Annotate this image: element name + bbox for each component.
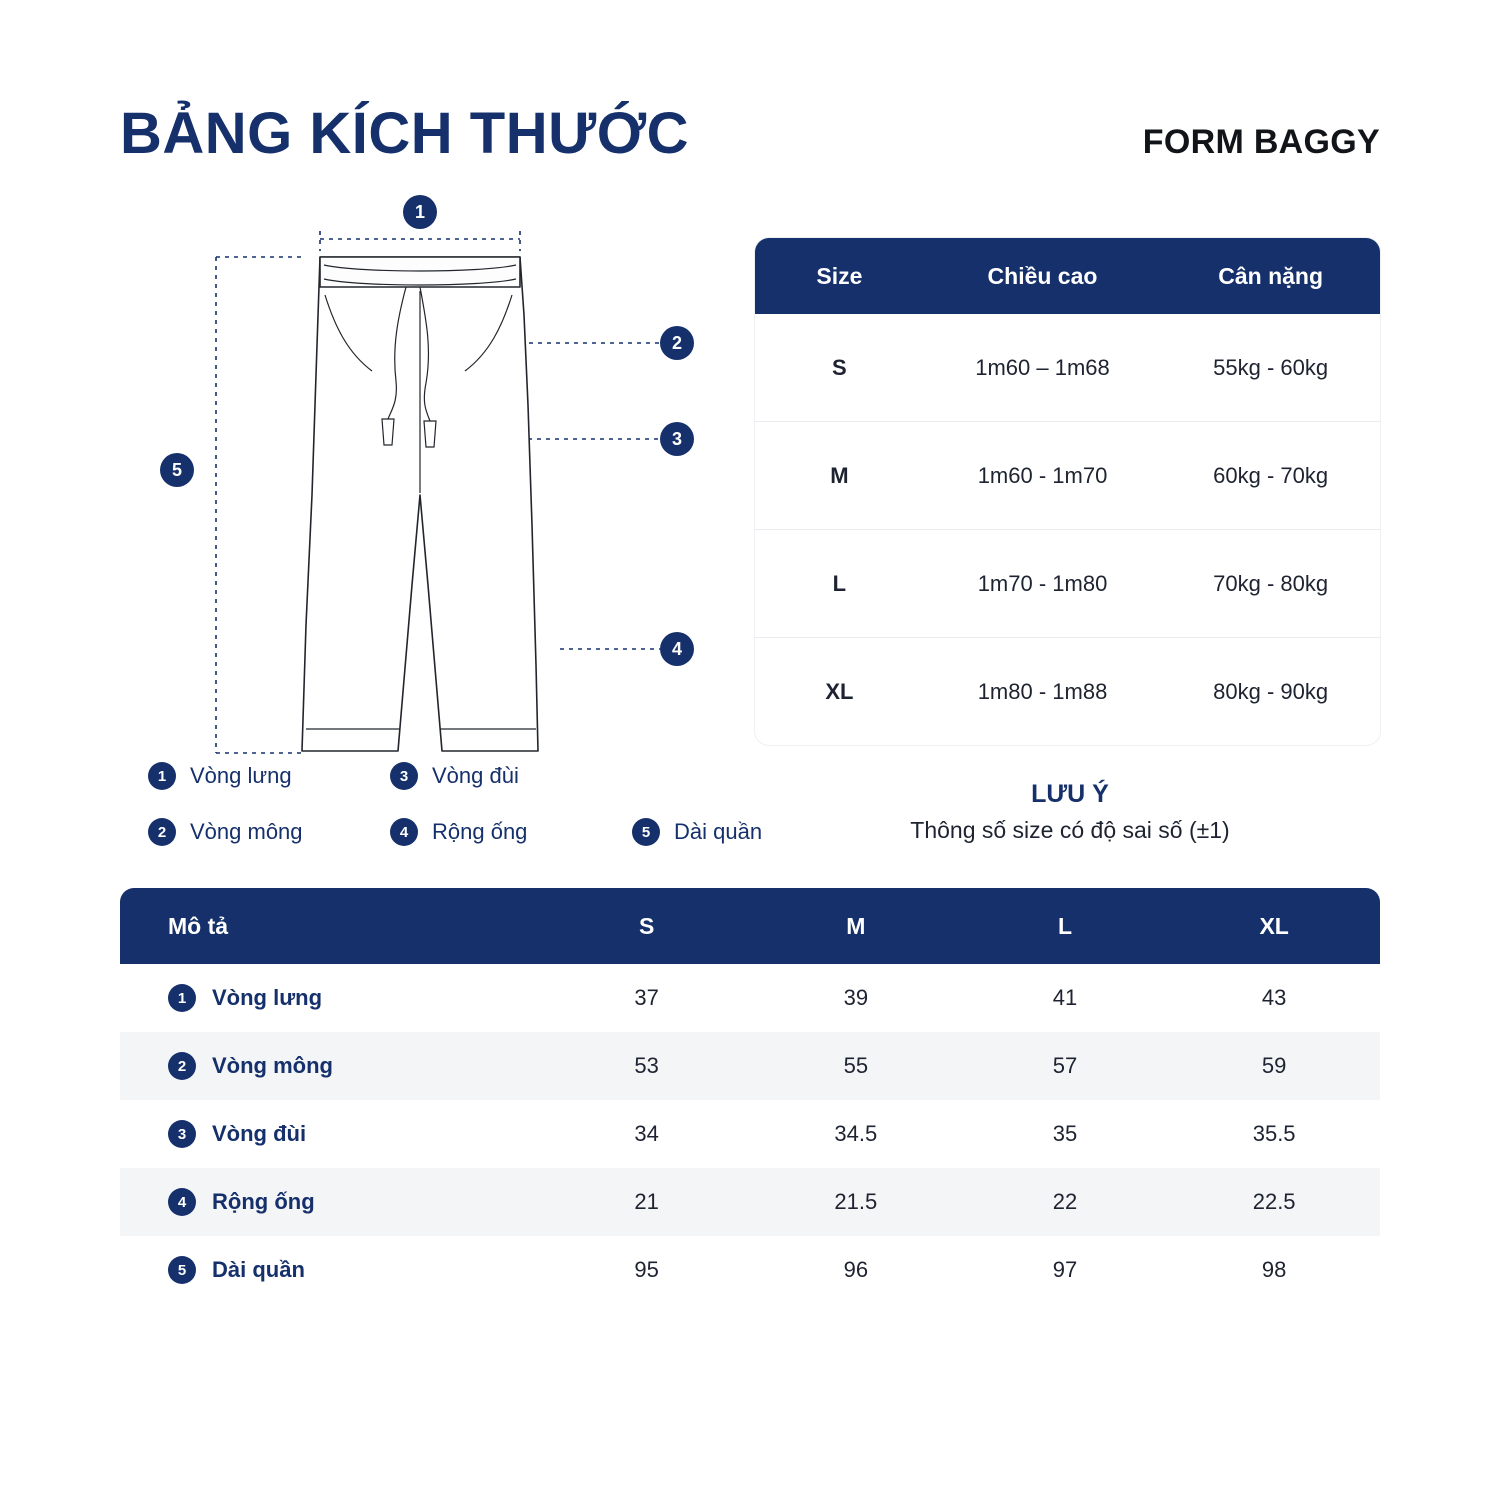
note-text: Thông số size có độ sai số (±1) — [910, 817, 1230, 843]
legend-badge-5: 5 — [632, 818, 660, 846]
value-m: 96 — [843, 1257, 869, 1282]
legend-badge-4: 4 — [390, 818, 418, 846]
measurements-header-l: L — [1057, 912, 1073, 939]
marker-2-label: 2 — [671, 333, 682, 353]
value-l: 41 — [1052, 985, 1078, 1010]
measurement-desc — [120, 1052, 542, 1080]
size-cell: S — [832, 354, 847, 380]
size-table-header-size: Size — [816, 262, 863, 289]
height-cell: 1m60 - 1m70 — [977, 462, 1108, 488]
weight-cell: 70kg - 80kg — [1213, 570, 1329, 596]
legend-item-4 — [390, 818, 527, 846]
measurement-label: Dài quần — [212, 1257, 305, 1282]
legend-badge-2: 2 — [148, 818, 176, 846]
measurement-label: Vòng lưng — [212, 985, 323, 1010]
value-l: 57 — [1052, 1053, 1078, 1078]
legend — [148, 762, 848, 872]
measurements-header-m: M — [846, 912, 866, 939]
measurements-header-s: S — [639, 912, 655, 939]
height-cell: 1m80 - 1m88 — [977, 678, 1108, 704]
height-cell: 1m60 – 1m68 — [975, 354, 1110, 380]
pants-illustration — [120, 195, 740, 775]
height-cell: 1m70 - 1m80 — [977, 570, 1108, 596]
row-badge-5: 5 — [168, 1256, 196, 1284]
size-cell: L — [832, 570, 847, 596]
row-badge-3: 3 — [168, 1120, 196, 1148]
weight-cell: 80kg - 90kg — [1213, 678, 1329, 704]
legend-label-2: Vòng mông — [190, 819, 303, 844]
row-badge-4: 4 — [168, 1188, 196, 1216]
marker-3-label: 3 — [671, 429, 682, 449]
value-xl: 22.5 — [1252, 1189, 1296, 1214]
measurements-header-desc: Mô tả — [168, 912, 229, 939]
page-header — [120, 101, 1380, 175]
legend-label-3: Vòng đùi — [432, 763, 519, 788]
legend-item-1 — [148, 762, 292, 790]
measurement-label: Vòng đùi — [212, 1121, 307, 1146]
measurement-desc — [120, 1256, 542, 1284]
table-row — [755, 530, 1380, 638]
table-row — [755, 638, 1380, 745]
legend-item-3 — [390, 762, 519, 790]
value-l: 35 — [1052, 1121, 1078, 1146]
row-badge-1: 1 — [168, 984, 196, 1012]
note-block — [760, 780, 1380, 844]
value-s: 53 — [634, 1053, 659, 1078]
legend-badge-1: 1 — [148, 762, 176, 790]
marker-4-label: 4 — [671, 639, 682, 659]
legend-item-5 — [632, 818, 762, 846]
form-title: FORM BAGGY — [1142, 123, 1380, 161]
weight-cell: 55kg - 60kg — [1213, 354, 1329, 380]
legend-badge-3: 3 — [390, 762, 418, 790]
value-m: 39 — [843, 985, 869, 1010]
table-row — [120, 964, 1380, 1032]
marker-3 — [660, 422, 694, 456]
size-table-header-height: Chiều cao — [987, 262, 1098, 289]
value-m: 21.5 — [834, 1189, 878, 1214]
size-table-header — [755, 238, 1380, 314]
value-m: 55 — [843, 1053, 869, 1078]
table-row — [120, 1100, 1380, 1168]
value-xl: 59 — [1261, 1053, 1287, 1078]
marker-5-label: 5 — [171, 460, 182, 480]
value-s: 34 — [634, 1121, 659, 1146]
weight-cell: 60kg - 70kg — [1213, 462, 1329, 488]
value-s: 37 — [634, 985, 659, 1010]
measurement-label: Rộng ống — [212, 1189, 315, 1214]
table-row — [120, 1032, 1380, 1100]
size-cell: XL — [825, 678, 854, 704]
table-row — [755, 422, 1380, 530]
value-m: 34.5 — [834, 1121, 878, 1146]
marker-4 — [660, 632, 694, 666]
size-table-header-weight: Cân nặng — [1218, 262, 1324, 289]
table-row — [755, 314, 1380, 422]
table-row — [120, 1168, 1380, 1236]
value-xl: 35.5 — [1252, 1121, 1296, 1146]
value-l: 97 — [1052, 1257, 1078, 1282]
value-l: 22 — [1052, 1189, 1078, 1214]
value-xl: 43 — [1261, 985, 1287, 1010]
legend-label-5: Dài quần — [674, 819, 763, 844]
legend-label-1: Vòng lưng — [190, 763, 292, 788]
measurements-table — [120, 888, 1380, 1304]
marker-2 — [660, 326, 694, 360]
legend-label-4: Rộng ống — [432, 819, 528, 844]
table-row — [120, 1236, 1380, 1304]
marker-5 — [160, 453, 194, 487]
measurement-label: Vòng mông — [212, 1053, 333, 1078]
measurement-desc — [120, 984, 542, 1012]
measurements-header-xl: XL — [1259, 912, 1289, 939]
size-cell: M — [830, 462, 849, 488]
legend-item-2 — [148, 818, 303, 846]
row-badge-2: 2 — [168, 1052, 196, 1080]
size-recommendation-table — [755, 238, 1380, 745]
value-xl: 98 — [1261, 1257, 1287, 1282]
marker-1 — [403, 195, 437, 229]
measurement-desc — [120, 1120, 542, 1148]
marker-1-label: 1 — [414, 202, 425, 222]
measurement-desc — [120, 1188, 542, 1216]
measurements-header — [120, 888, 1380, 964]
note-title: LƯU Ý — [1031, 780, 1109, 808]
value-s: 95 — [634, 1257, 659, 1282]
value-s: 21 — [634, 1189, 659, 1214]
page-title: BẢNG KÍCH THƯỚC — [120, 101, 690, 166]
